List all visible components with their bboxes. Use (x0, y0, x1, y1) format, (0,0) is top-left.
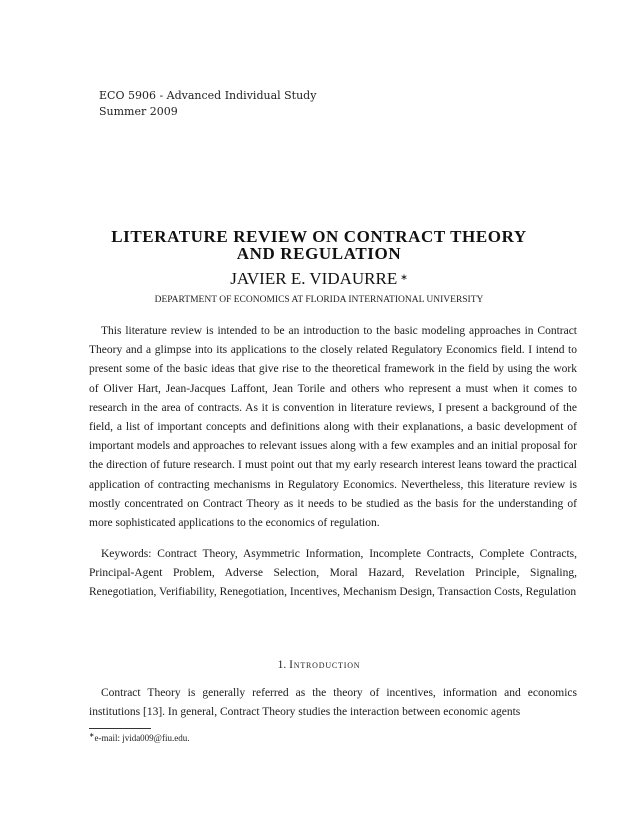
course-name: ECO 5906 - Advanced Individual Study (99, 89, 317, 102)
author-name: JAVIER E. VIDAURRE (230, 269, 398, 288)
title-line-1: LITERATURE REVIEW ON CONTRACT THEORY (111, 227, 527, 246)
footnote-text: e-mail: jvida009@fiu.edu. (94, 733, 190, 743)
section-number: 1. (277, 659, 287, 671)
abstract-paragraph: This literature review is intended to be an introduction to the basic modeling approaches in Contract Theory and a glimpse into its applications to the closely related Regulatory Economics field. I intend to present some of the basic ideas that give rise to the theoretical framework in the field by using the work of Oliver Hart, Jean-Jacques Laffont, Jean Torile and others who represent a must when it comes to research in the area of contracts. As it is convention in literature reviews, I present a background of the field, a list of important concepts and definitions along with their explanations, a basic development of important models and approaches to relevant issues along with a few examples and an initial proposal for the direction of future research. I must point out that my early research interest leans toward the practical application of contracting mechanisms in Regulatory Economics. Nevertheless, this literature review is mostly concentrated on Contract Theory as it needs to be studied as the basis for the understanding of more sophisticated applications to the economics of regulation. (89, 325, 577, 530)
keywords-paragraph: Keywords: Contract Theory, Asymmetric Information, Incomplete Contracts, Complete Contracts, Principal-Agent Problem, Adverse Selection, Moral Hazard, Revelation Principle, Signaling, Renegotiation, Verifiability, Renegotiation, Incentives, Mechanism Design, Transaction Costs, Regulation (89, 548, 577, 599)
footnote-rule (89, 728, 151, 729)
author-line (0, 269, 638, 289)
course-header (99, 88, 316, 120)
title-line-2: AND REGULATION (236, 244, 402, 263)
intro-paragraph: Contract Theory is generally referred as the theory of incentives, information and economics institutions [13]. In general, Contract Theory studies the interaction between economic agents (89, 687, 577, 719)
footnote-mark: ∗ (89, 732, 95, 739)
footnote (89, 730, 189, 744)
course-term: Summer 2009 (99, 105, 178, 118)
paper-title (60, 228, 578, 262)
affiliation: DEPARTMENT OF ECONOMICS AT FLORIDA INTERNATIONAL UNIVERSITY (154, 295, 484, 305)
author-footnote-mark: ∗ (400, 272, 408, 282)
section-title: Introduction (289, 659, 361, 671)
section-heading (0, 657, 638, 673)
